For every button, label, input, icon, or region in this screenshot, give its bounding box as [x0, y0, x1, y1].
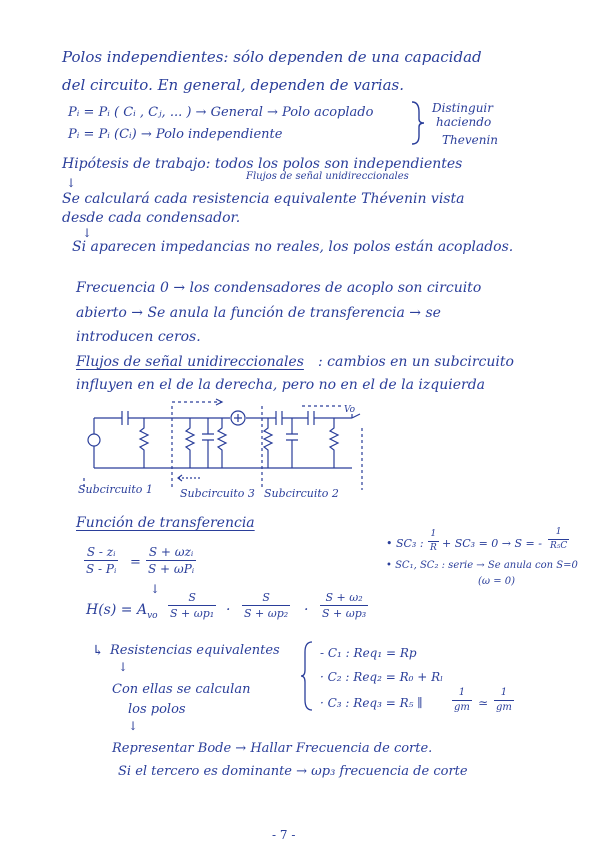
req-c2: · C₂ : Req₂ = R₀ + Rₗ [320, 670, 444, 684]
fraction-zero-pole [84, 546, 118, 575]
left-brace [300, 640, 314, 712]
fraction-numerator: S + ωzᵢ [146, 546, 196, 561]
approx-sign: ≃ [478, 696, 489, 710]
note-sc3-lhs: • SC₃ : [386, 537, 424, 550]
text-signal-flow-b: influyen en el de la derecha, pero no en el de la izquierda [76, 377, 486, 393]
fraction-numerator: S + ω₂ [320, 592, 368, 606]
page-number: - 7 - [272, 828, 296, 842]
fraction-numerator: 1 [548, 528, 569, 540]
arrow-down-icon: ↓ [128, 719, 139, 733]
req-c3: · C₃ : Req₃ = R₅ ∥ [320, 696, 423, 710]
arrow-down-icon: ↓ [118, 660, 129, 674]
text-open-circuit: abierto → Se anula la función de transferencia → se [76, 305, 441, 321]
fraction-gm-1 [452, 688, 472, 713]
equation-independent-pole: Pᵢ = Pᵢ (Cᵢ) → Polo independiente [68, 127, 283, 142]
text-calc-capacitor: desde cada condensador. [62, 210, 241, 226]
fraction-gm-2 [494, 688, 514, 713]
fraction-denominator: R [430, 543, 437, 553]
fraction-numerator: 1 [428, 530, 439, 542]
fraction-pole-1 [168, 592, 216, 619]
arrow-down-icon: ↓ [66, 176, 77, 190]
fraction-numerator: S [242, 592, 290, 606]
fraction-numerator: 1 [452, 688, 472, 701]
text-bode: Representar Bode → Hallar Frecuencia de corte. [112, 741, 433, 756]
heading-equivalent-resistances: Resistencias equivalentes [110, 643, 280, 658]
bracket-note-thevenin: Thevenin [442, 133, 499, 147]
equals-sign: = [130, 555, 141, 570]
transfer-function-lhs [86, 603, 158, 621]
text-line-general: del circuito. En general, dependen de varias. [62, 76, 405, 94]
equation-coupled-pole: Pᵢ = Pᵢ ( Cᵢ , Cⱼ, ... ) → General → Polo acoplado [68, 105, 374, 120]
req-c1: - C₁ : Req₁ = Rp [320, 646, 417, 660]
text-dominant-pole: Si el tercero es dominante → ωp₃ frecuencia de corte [118, 764, 468, 779]
note-sc12-omega: (ω = 0) [478, 576, 516, 587]
fraction-numerator: 1 [494, 688, 514, 701]
circuit-output-label: Vo [344, 405, 356, 415]
text-signal-flow-a: : cambios en un subcircuito [318, 354, 514, 370]
fraction-denominator: S + ωp₁ [170, 607, 215, 620]
fraction-denominator: S - Pᵢ [86, 562, 117, 576]
text-calc-poles-b: los polos [128, 702, 186, 717]
corner-arrow-icon: ↳ [92, 643, 104, 659]
text-calc-thevenin: Se calculará cada resistencia equivalente Thévenin vista [62, 191, 465, 207]
heading-signal-flow: Flujos de señal unidireccionales [76, 354, 304, 370]
multiply-dot: · [304, 602, 309, 618]
fraction-denominator: gm [454, 702, 470, 713]
curly-brace [408, 100, 428, 146]
fraction-pole-3 [320, 592, 368, 619]
label-subcircuit-3: Subcircuito 3 [180, 487, 255, 500]
heading-transfer-function: Función de transferencia [76, 515, 255, 531]
multiply-dot: · [226, 602, 231, 618]
fraction-numerator: S [168, 592, 216, 606]
transfer-lhs-text: H(s) = A [86, 602, 148, 618]
fraction-denominator: S + ωp₃ [322, 607, 367, 620]
fraction-denominator: R₅C [550, 541, 568, 551]
arrow-down-icon: ↓ [82, 226, 93, 240]
note-sc3-rest: + SC₃ = 0 → S = - [442, 537, 542, 550]
note-sc12: • SC₁, SC₂ : serie → Se anula con S=0 [386, 560, 578, 571]
text-frequency-zero: Frecuencia 0 → los condensadores de acoplo son circuito [76, 280, 482, 296]
fraction-sc3 [428, 530, 439, 553]
fraction-numerator: S - zᵢ [84, 546, 118, 561]
fraction-sc3-result [548, 528, 569, 551]
bracket-note-doing: haciendo [436, 115, 492, 129]
fraction-pole-2 [242, 592, 290, 619]
fraction-denominator: gm [496, 702, 512, 713]
text-impedances: Si aparecen impedancias no reales, los polos están acoplados. [72, 239, 514, 255]
arrow-down-icon: ↓ [150, 582, 161, 596]
text-hypothesis-note: Flujos de señal unidireccionales [246, 171, 409, 182]
label-subcircuit-2: Subcircuito 2 [264, 487, 339, 500]
transfer-lhs-subscript: vo [147, 610, 158, 621]
fraction-denominator: S + ωp₂ [244, 607, 289, 620]
label-subcircuit-1: Subcircuito 1 [78, 483, 153, 496]
fraction-omega [146, 546, 196, 575]
fraction-denominator: S + ωPᵢ [148, 562, 195, 576]
text-line-independent-poles: Polos independientes: sólo dependen de una capacidad [62, 48, 482, 66]
text-hypothesis: Hipótesis de trabajo: todos los polos son independientes [62, 156, 463, 172]
text-calc-poles-a: Con ellas se calculan [112, 682, 251, 697]
text-zeros: introducen ceros. [76, 329, 201, 345]
bracket-note-distinguish: Distinguir [432, 101, 493, 115]
